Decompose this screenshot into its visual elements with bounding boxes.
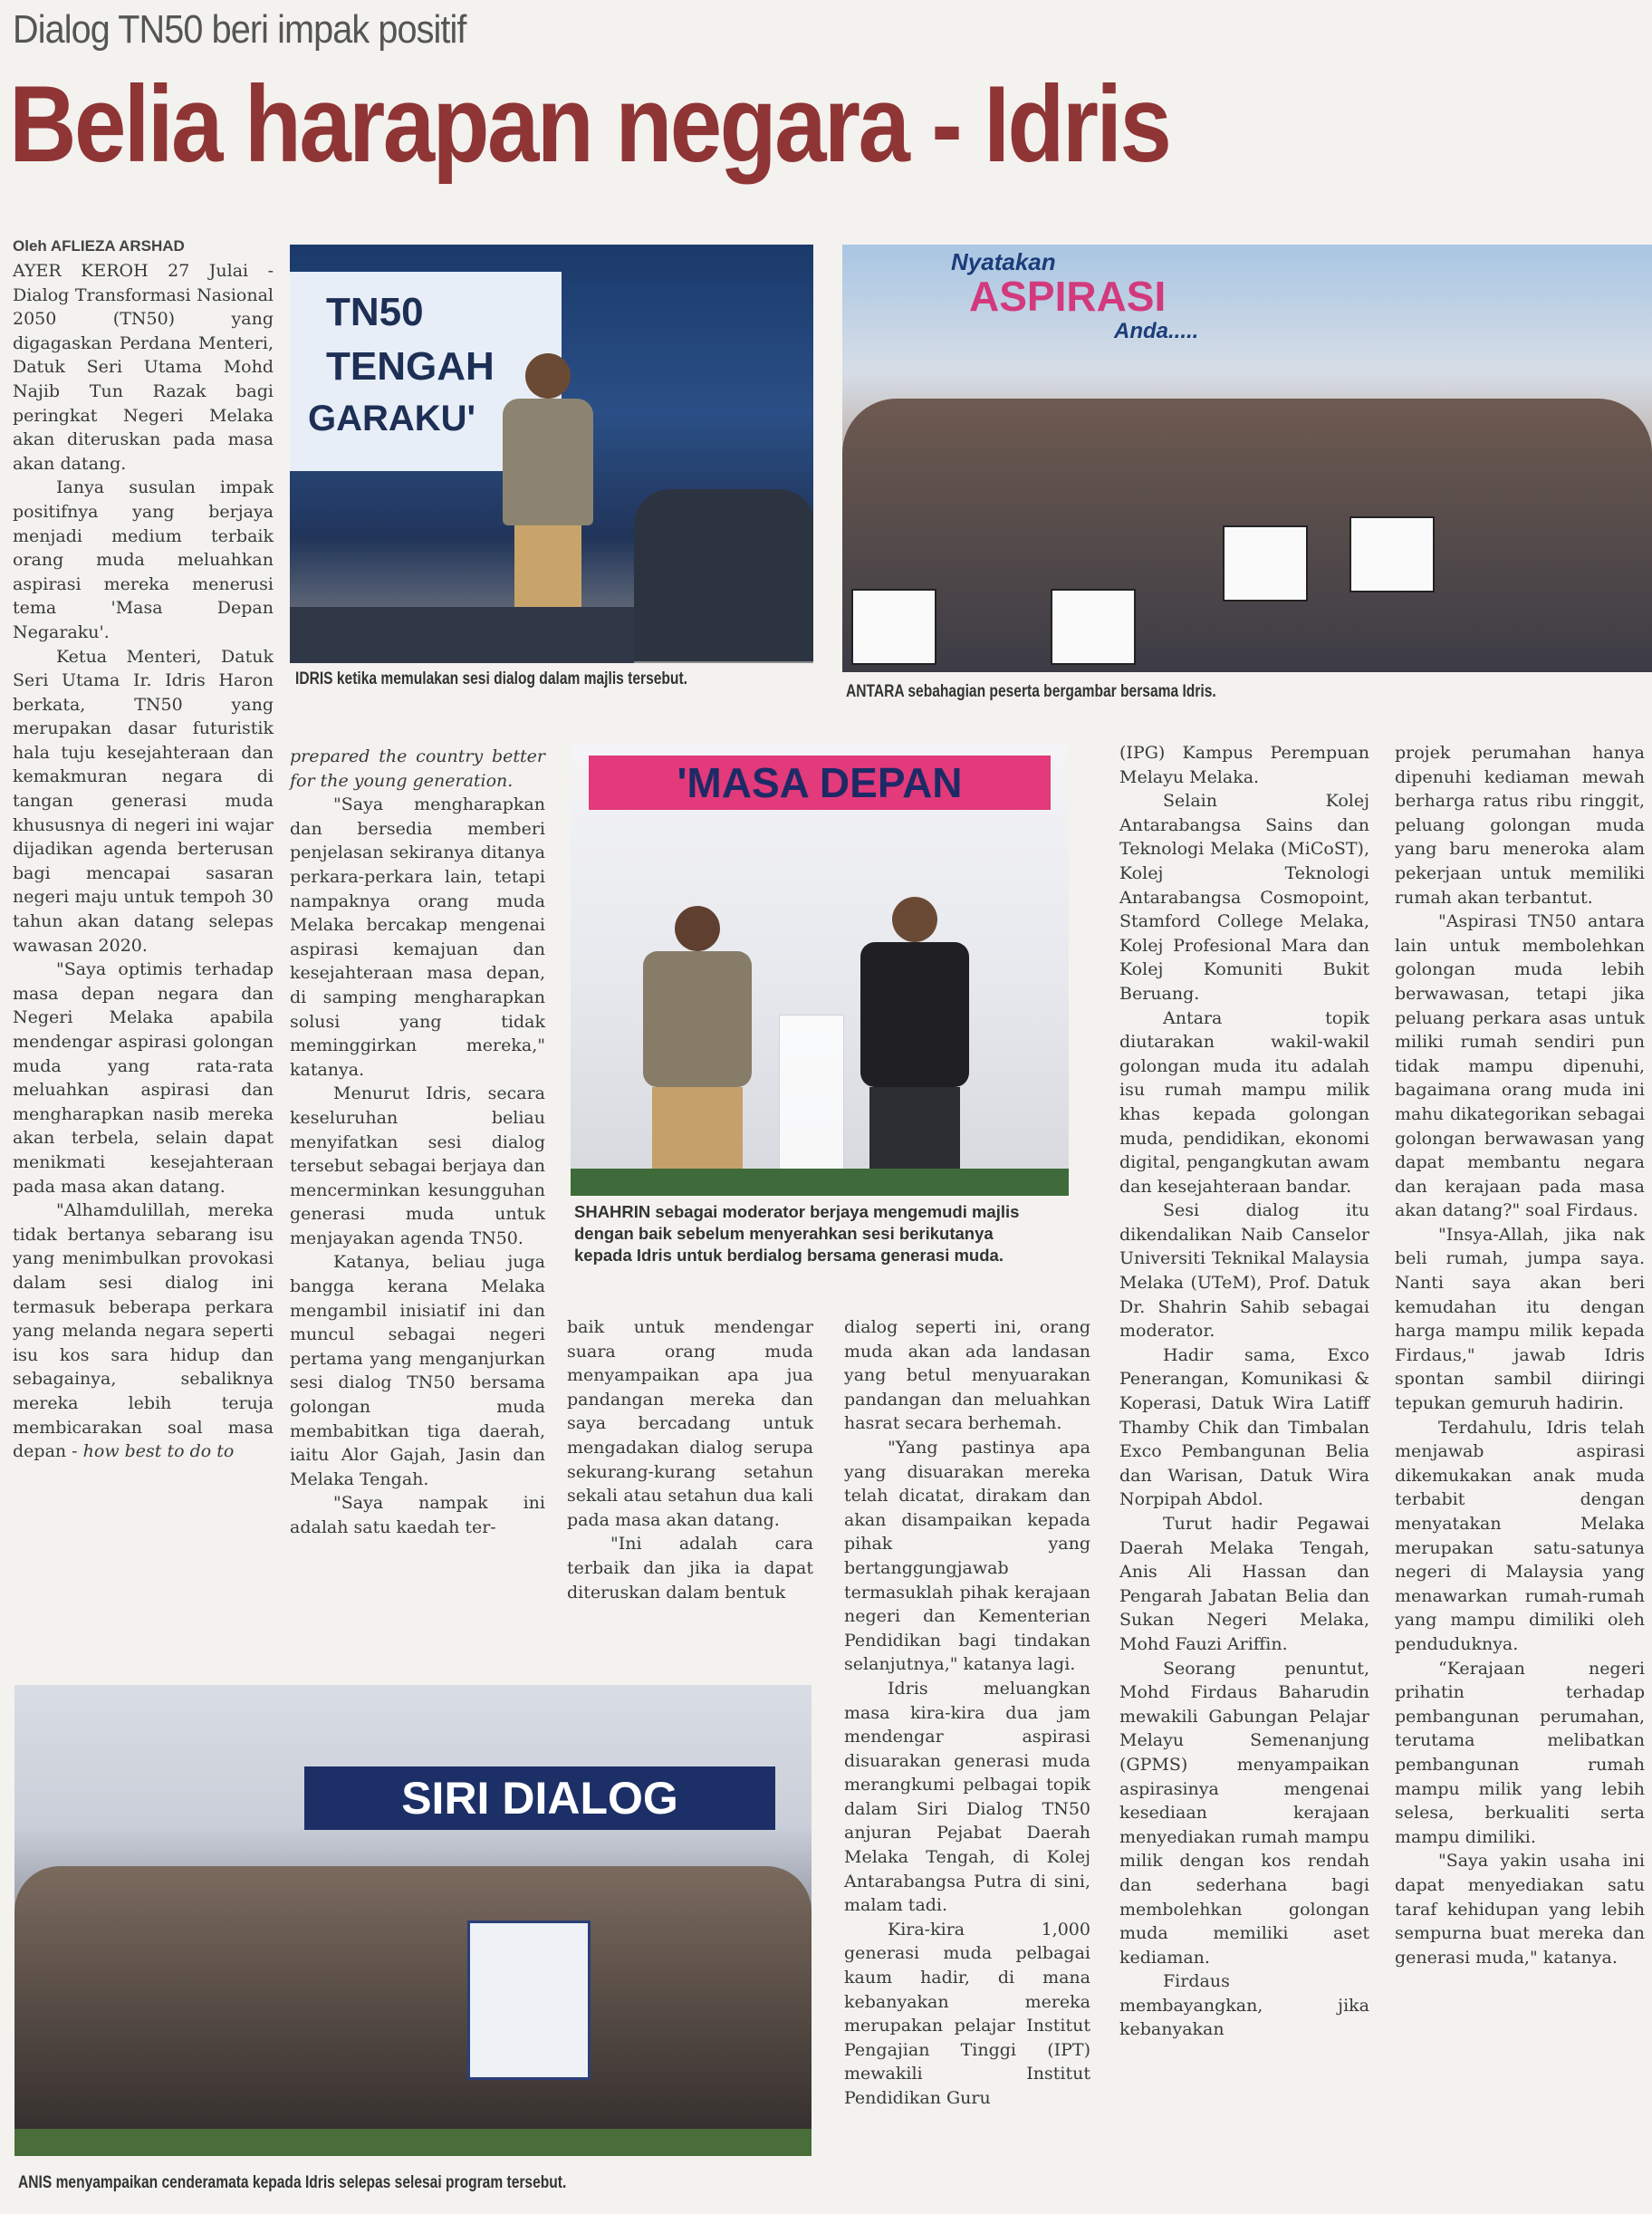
paragraph-text: "Insya-Allah, jika nak beli rumah, jumpa saya. Nanti saya akan beri kemudahan itu dengan harga mampu milik kepada Firdaus," jawab Idris spontan sambil diiringi tepukan gemuruh hadirin. — [1395, 1224, 1645, 1414]
paragraph — [844, 1918, 1090, 2111]
paragraph-text: "Saya mengharapkan dan bersedia memberi penjelasan sekiranya ditanya perkara-perkara lain, tetapi nampaknya orang muda Melaka bercakap mengenai aspirasi kemajuan dan kesejahteraan masa depan, di samping mengharapkan solusi yang tidak meminggirkan mereka," katanya. — [290, 794, 545, 1080]
paragraph — [844, 1677, 1090, 1918]
paragraph-text: "Alhamdulillah, mereka tidak bertanya sebarang isu yang menimbulkan provokasi dalam sesi dialog ini termasuk beberapa perkara yang melanda negara seperti isu kos sara hidup dan sebagainya, sebaliknya mereka lebih teruja membicarakan soal masa depan - — [13, 1200, 274, 1462]
paragraph-text: Firdaus membayangkan, jika kebanyakan — [1119, 1971, 1369, 2040]
paragraph — [1119, 1657, 1369, 1970]
paragraph-text: "Aspirasi TN50 antara lain untuk membolehkan golongan muda lebih berwawasan, tetapi jika peluang perkara asas untuk miliki rumah sendiri pun tidak mampu dipenuhi, bagaimana orang muda ini mahu dikategorikan sebagai golongan berwawasan yang dapat membantu negara dan kerajaan pada masa akan datang?" soal Firdaus. — [1395, 911, 1645, 1221]
tn50-placard — [1051, 589, 1136, 665]
crowd — [14, 1866, 812, 2156]
paragraph-text: (IPG) Kampus Perempuan Melayu Melaka. — [1119, 743, 1369, 787]
column-3 — [567, 1315, 813, 1604]
paragraph — [13, 645, 274, 958]
paragraph — [1395, 1657, 1645, 1850]
paragraph — [13, 259, 274, 476]
column-1 — [13, 259, 274, 1464]
caption-lead: ANIS — [18, 2173, 53, 2192]
paragraph-text: Hadir sama, Exco Penerangan, Komunikasi & Koperasi, Datuk Wira Latiff Thamby Chik dan Timbalan Exco Pembangunan Belia dan Warisan, Datuk Wira Norpipah Abdol. — [1119, 1344, 1369, 1510]
banner-text: Anda..... — [1114, 319, 1199, 343]
paragraph-text: Menurut Idris, secara keseluruhan beliau menyifatkan sesi dialog tersebut sebagai berjaya dan mencerminkan kesungguhan generasi muda untuk menjayakan agenda TN50. — [290, 1083, 545, 1248]
column-5 — [1119, 741, 1369, 2042]
paragraph-text: Antara topik diutarakan wakil-wakil golongan muda itu adalah isu rumah mampu milik khas kepada golongan muda, pendidikan, ekonomi digital, pengangkutan awam dan kesejahteraan bandar. — [1119, 1007, 1369, 1197]
paragraph — [290, 745, 545, 793]
moderator-figure-right — [851, 897, 978, 1178]
floor — [290, 607, 634, 663]
paragraph-text: Terdahulu, Idris telah menjawab aspirasi dikemukakan anak muda terbabit dengan menyatakan Melaka merupakan satu-satunya negeri di Malaysia yang menawarkan rumah-rumah yang mampu dimiliki oleh penduduknya. — [1395, 1417, 1645, 1654]
banner-text: Nyatakan — [951, 248, 1056, 275]
paragraph — [290, 1491, 545, 1539]
photo-moderator — [571, 743, 1069, 1196]
paragraph-text: "Saya yakin usaha ini dapat menyediakan satu taraf kehidupan yang lebih sempurna buat mereka dan generasi muda," katanya. — [1395, 1851, 1645, 1968]
kicker: Dialog TN50 beri impak positif — [13, 7, 466, 52]
paragraph-italic-text: prepared the country better for the young generation. — [290, 746, 545, 791]
paragraph — [567, 1532, 813, 1604]
caption-moderator — [574, 1201, 1045, 1266]
paragraph-text: “Kerajaan negeri prihatin terhadap pembangunan perumahan, terutama melibatkan pembangunan rumah mampu milik yang lebih selesa, berkualiti serta mampu dimiliki. — [1395, 1658, 1645, 1847]
caption-group — [846, 681, 1514, 703]
paragraph-text: Sesi dialog itu dikendalikan Naib Canselor Universiti Teknikal Malaysia Melaka (UTeM), Prof. Datuk Dr. Shahrin Sahib sebagai moderator. — [1119, 1200, 1369, 1342]
photo-group — [842, 245, 1652, 672]
paragraph — [1119, 1343, 1369, 1512]
paragraph — [1395, 741, 1645, 910]
paragraph — [1395, 1416, 1645, 1657]
paragraph — [1119, 1198, 1369, 1343]
paragraph — [844, 1436, 1090, 1677]
souvenir-frame — [467, 1920, 591, 2080]
paragraph-text: projek perumahan hanya dipenuhi kediaman mewah berharga ratus ribu ringgit, peluang golongan muda yang baru meneroka alam pekerjaan untuk memiliki rumah akan terbantut. — [1395, 743, 1645, 908]
paragraph — [1119, 1512, 1369, 1657]
caption-lead: SHAHRIN — [574, 1202, 651, 1221]
paragraph — [13, 1198, 274, 1464]
tn50-placard — [1223, 525, 1308, 602]
paragraph-text: "Saya optimis terhadap masa depan negara dan Negeri Melaka apabila mendengar aspirasi golongan muda yang rata-rata meluahkan aspirasi dan mengharapkan nasib mereka akan terbela, selain dapat menikmati kesejahteraan pada masa akan datang. — [13, 959, 274, 1197]
caption-text: ketika memulakan sesi dialog dalam majlis tersebut. — [336, 669, 687, 688]
caption-text: sebahagian peserta bergambar bersama Idris. — [908, 682, 1216, 701]
photo-souvenir — [14, 1685, 812, 2156]
screen-text: TN50 — [326, 290, 424, 334]
paragraph — [1119, 789, 1369, 1006]
caption-text: menyampaikan cenderamata kepada Idris selepas selesai program tersebut. — [55, 2173, 567, 2192]
stage-plants — [571, 1169, 1069, 1196]
headline: Belia harapan negara - Idris — [9, 63, 1170, 185]
paragraph — [290, 793, 545, 1082]
banner-text: SIRI DIALOG — [304, 1766, 775, 1830]
paragraph — [1119, 1006, 1369, 1199]
byline: Oleh AFLIEZA ARSHAD — [13, 237, 185, 255]
column-4 — [844, 1315, 1090, 2111]
audience — [634, 489, 813, 661]
paragraph-text: Katanya, beliau juga bangga kerana Melaka mengambil inisiatif ini dan muncul sebagai negeri pertama yang menganjurkan sesi dialog TN50 bersama golongan muda membabitkan tiga daerah, iaitu Alor Gajah, Jasin dan Melaka Tengah. — [290, 1252, 545, 1489]
paragraph — [1395, 1223, 1645, 1416]
paragraph-text: AYER KEROH 27 Julai - Dialog Transformasi Nasional 2050 (TN50) yang digagaskan Perdana Menteri, Datuk Seri Utama Mohd Najib Tun Razak bagi peringkat Negeri Melaka akan diteruskan pada masa akan datang. — [13, 261, 274, 474]
screen-text: GARAKU' — [308, 399, 476, 438]
paragraph — [290, 1250, 545, 1491]
paragraph-text: Ketua Menteri, Datuk Seri Utama Ir. Idris Haron berkata, TN50 yang merupakan dasar futuristik hala tuju kesejahteraan dan kemakmuran negara di tangan generasi muda khususnya di negeri ini wajar dijadikan agenda berterusan bagi mencapai sasaran negeri maju untuk tempoh 30 tahun akan datang selepas wawasan 2020. — [13, 646, 274, 956]
paragraph-text: Ianya susulan impak positifnya yang berjaya menjadi medium terbaik orang muda meluahkan aspirasi mereka menerusi tema 'Masa Depan Negaraku'. — [13, 477, 274, 642]
tn50-placard — [1349, 516, 1435, 592]
paragraph — [13, 476, 274, 644]
paragraph — [1119, 1969, 1369, 2042]
paragraph-text: "Ini adalah cara terbaik dan jika ia dapat diteruskan dalam bentuk — [567, 1534, 813, 1603]
caption-lead: IDRIS — [295, 669, 333, 688]
moderator-figure-left — [634, 906, 761, 1178]
banner-text: ASPIRASI — [969, 273, 1167, 320]
column-6 — [1395, 741, 1645, 1969]
paragraph-text: Idris meluangkan masa kira-kira dua jam mendengar aspirasi disuarakan generasi muda merangkumi pelbagai topik dalam Siri Dialog TN50 anjuran Pejabat Daerah Melaka Tengah, di Kolej Antarabangsa Putra di sini, malam tadi. — [844, 1678, 1090, 1916]
paragraph-text: "Saya nampak ini adalah satu kaedah ter- — [290, 1493, 545, 1537]
paragraph-text: Turut hadir Pegawai Daerah Melaka Tengah, Anis Ali Hassan dan Pengarah Jabatan Belia dan Sukan Negeri Melaka, Mohd Fauzi Ariffin. — [1119, 1514, 1369, 1654]
paragraph-text: Selain Kolej Antarabangsa Sains dan Teknologi Melaka (MiCoST), Kolej Teknologi Antarabangsa Cosmopoint, Stamford College Melaka, Kolej Profesional Mara dan Kolej Komuniti Bukit Beruang. — [1119, 791, 1369, 1004]
paragraph-italic-text: how best to do to — [82, 1441, 235, 1462]
paragraph-text: "Yang pastinya apa yang disuarakan mereka telah dicatat, dirakam dan akan disampaikan kepada pihak yang bertanggungjawab termasuklah pihak kerajaan negeri dan Kementerian Pendidikan bagi tindakan selanjutnya," katanya lagi. — [844, 1437, 1090, 1675]
paragraph-text: Kira-kira 1,000 generasi muda pelbagai kaum hadir, di mana kebanyakan mereka merupakan pelajar Institut Pengajian Tinggi (IPT) mewakili Institut Pendidikan Guru — [844, 1919, 1090, 2108]
stage-plants — [14, 2129, 812, 2156]
paragraph — [13, 958, 274, 1198]
photo-idris-stage — [290, 245, 813, 663]
paragraph — [1119, 741, 1369, 789]
caption-text: sebagai moderator berjaya mengemudi majlis dengan baik sebelum menyerahkan sesi berikutanya kepada Idris untuk berdialog bersama generasi muda. — [574, 1202, 1020, 1265]
paragraph-text: Seorang penuntut, Mohd Firdaus Baharudin mewakili Gabungan Pelajar Melayu Semenanjung (GPMS) menyampaikan aspirasinya mengenai kesediaan kerajaan menyediakan rumah mampu milik dengan kos rendah dan sederhana bagi membolehkan golongan muda memiliki aset kediaman. — [1119, 1658, 1369, 1968]
screen-text: TENGAH — [326, 344, 495, 389]
paragraph-text: dialog seperti ini, orang muda akan ada landasan yang betul menyuarakan pandangan dan meluahkan hasrat secara berhemah. — [844, 1317, 1090, 1434]
tn50-placard — [851, 589, 936, 665]
paragraph-text: baik untuk mendengar suara orang muda menyampaikan apa jua pandangan mereka dan saya bercadang untuk mengadakan dialog serupa sekurang-kurang setahun sekali atau setahun dua kali pada masa akan datang. — [567, 1317, 813, 1530]
caption-lead: ANTARA — [846, 682, 905, 701]
caption-souvenir — [18, 2172, 798, 2194]
column-2 — [290, 745, 545, 1540]
banner-text: 'MASA DEPAN — [589, 756, 1051, 810]
paragraph — [844, 1315, 1090, 1436]
paragraph — [1395, 910, 1645, 1223]
caption-idris-stage — [295, 669, 785, 690]
side-table — [779, 1015, 844, 1189]
paragraph — [1395, 1849, 1645, 1969]
paragraph — [290, 1082, 545, 1250]
paragraph — [567, 1315, 813, 1532]
